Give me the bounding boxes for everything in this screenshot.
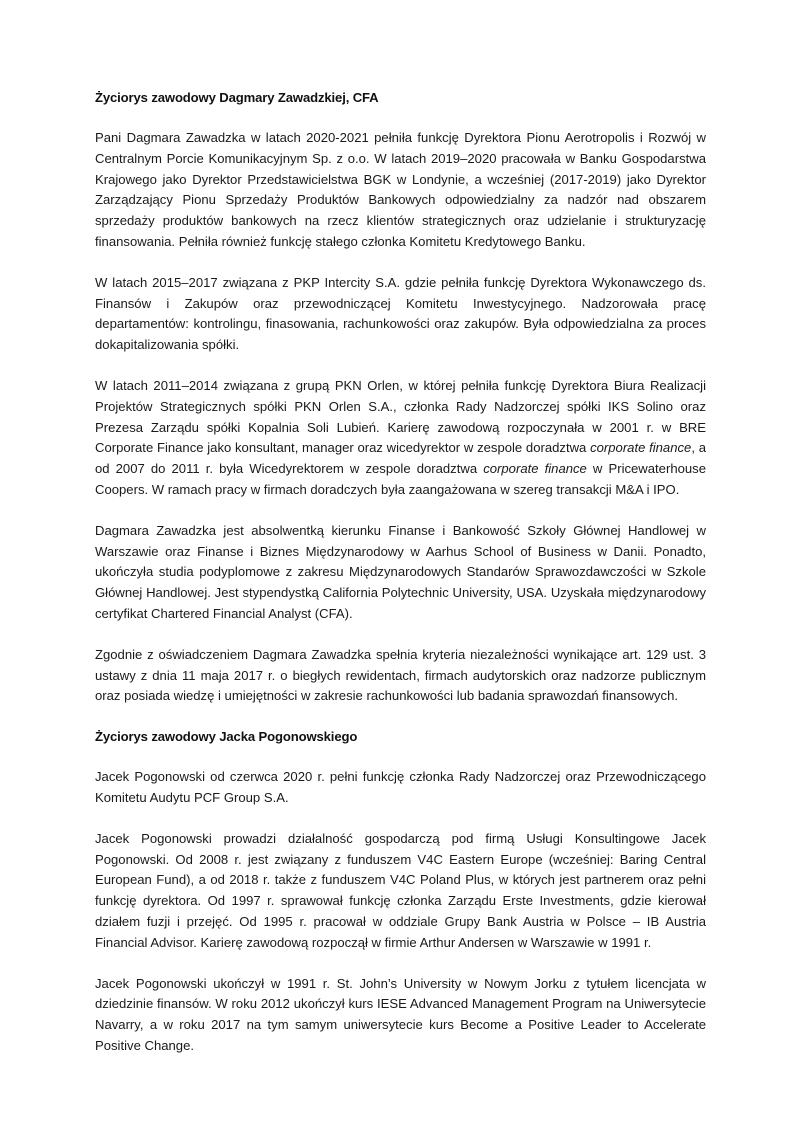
- spacer: [95, 707, 706, 727]
- italic-term: corporate finance: [483, 461, 587, 477]
- spacer: [95, 954, 706, 974]
- paragraph-dz-p2: W latach 2015–2017 związana z PKP Intercity S.A. gdzie pełniła funkcję Dyrektora Wykonawczego ds. Finansów i Zakupów oraz przewodniczącej Komitetu Inwestycyjnego. Nadzorowała pracę departamentów: kontrolingu, finasowania, rachunkowości oraz zakupów. Była odpowiedzialna za proces dokapitalizowania spółki.: [95, 274, 706, 353]
- section-heading-dagmara-zawadzka: Życiorys zawodowy Dagmary Zawadzkiej, CFA: [95, 90, 379, 105]
- paragraph-dz-p5: Zgodnie z oświadczeniem Dagmara Zawadzka spełnia kryteria niezależności wynikające art. 129 ust. 3 ustawy z dnia 11 maja 2017 r. o biegłych rewidentach, firmach audytorskich oraz nadzorze publicznym oraz posiada wiedzę i umiejętności w zakresie rachunkowości lub badania sprawozdań finansowych.: [95, 646, 706, 704]
- spacer: [95, 809, 706, 829]
- paragraph-dz-p4: Dagmara Zawadzka jest absolwentką kierunku Finanse i Bankowość Szkoły Głównej Handlowej w Warszawie oraz Finanse i Biznes Międzynarodowy w Aarhus School of Business w Danii. Ponadto, ukończyła studia podyplomowe z zakresu Międzynarodowych Standarów Sprawozdawczości w Szkole Głównej Handlowej. Jest stypendystką California Polytechnic University, USA. Uzyskała międzynarodowy certyfikat Chartered Financial Analyst (CFA).: [95, 522, 706, 621]
- paragraph-jp-p3: Jacek Pogonowski ukończył w 1991 r. St. John’s University w Nowym Jorku z tytułem licencjata w dziedzinie finansów. W roku 2012 ukończył kurs IESE Advanced Management Program na Uniwersytecie Navarry, a w roku 2017 na tym samym uniwersytecie kurs Become a Positive Leader to Accelerate Positive Change.: [95, 975, 706, 1053]
- italic-term: corporate finance: [590, 440, 692, 456]
- section-heading-jacek-pogonowski: Życiorys zawodowy Jacka Pogonowskiego: [95, 729, 358, 745]
- spacer: [95, 253, 706, 273]
- spacer: [95, 501, 706, 521]
- spacer: [95, 625, 706, 645]
- paragraph-dz-p1: Pani Dagmara Zawadzka w latach 2020-2021 pełniła funkcję Dyrektora Pionu Aerotropolis i Rozwój w Centralnym Porcie Komunikacyjnym Sp. z o.o. W latach 2019–2020 pracowała w Banku Gospodarstwa Krajowego jako Dyrektor Przedstawicielstwa BGK w Londynie, a wcześniej (2017-2019) jako Dyrektor Zarządzający Pionu Sprzedaży Produktów Bankowych odpowiedzialny za nadzór nad obszarem sprzedaży produktów bankowych na rzecz klientów strategicznych oraz udzielanie i strukturyzację finansowania. Pełniła również funkcję stałego członka Komitetu Kredytowego Banku.: [95, 130, 706, 249]
- paragraph-dz-p3: W latach 2011–2014 związana z grupą PKN Orlen, w której pełniła funkcję Dyrektora Biura Realizacji Projektów Strategicznych spółki PKN Orlen S.A., członka Rady Nadzorczej spółki IKS Solino oraz Prezesa Zarządu spółki Kopalnia Soli Lubień. Karierę zawodową rozpoczynała w 2001 r. w BRE Corporate Finance jako konsultant, manager oraz wicedyrektor w zespole doradztwa corporate finance, a od 2007 do 2011 r. była Wicedyrektorem w zespole doradztwa corporate finance w Pricewaterhouse Coopers. W ramach pracy w firmach doradczych była zaangażowana w szereg transakcji M&A i IPO.: [95, 377, 707, 497]
- paragraph-jp-p1: Jacek Pogonowski od czerwca 2020 r. pełni funkcję członka Rady Nadzorczej oraz Przewodniczącego Komitetu Audytu PCF Group S.A.: [95, 769, 706, 805]
- spacer: [95, 108, 706, 128]
- paragraph-jp-p2: Jacek Pogonowski prowadzi działalność gospodarczą pod firmą Usługi Konsultingowe Jacek Pogonowski. Od 2008 r. jest związany z funduszem V4C Eastern Europe (wcześniej: Baring Central European Fund), a od 2018 r. także z funduszem V4C Poland Plus, w których jest partnerem oraz pełni funkcję dyrektora. Od 1997 r. sprawował funkcję członka Zarządu Erste Investments, gdzie kierował działem fuzji i przejęć. Od 1995 r. pracował w oddziale Grupy Bank Austria w Polsce – IB Austria Financial Advisor. Karierę zawodową rozpoczął w firmie Arthur Andersen w Warszawie w 1991 r.: [95, 830, 706, 950]
- spacer: [95, 356, 706, 376]
- spacer: [95, 747, 706, 767]
- document-body: [95, 88, 706, 1057]
